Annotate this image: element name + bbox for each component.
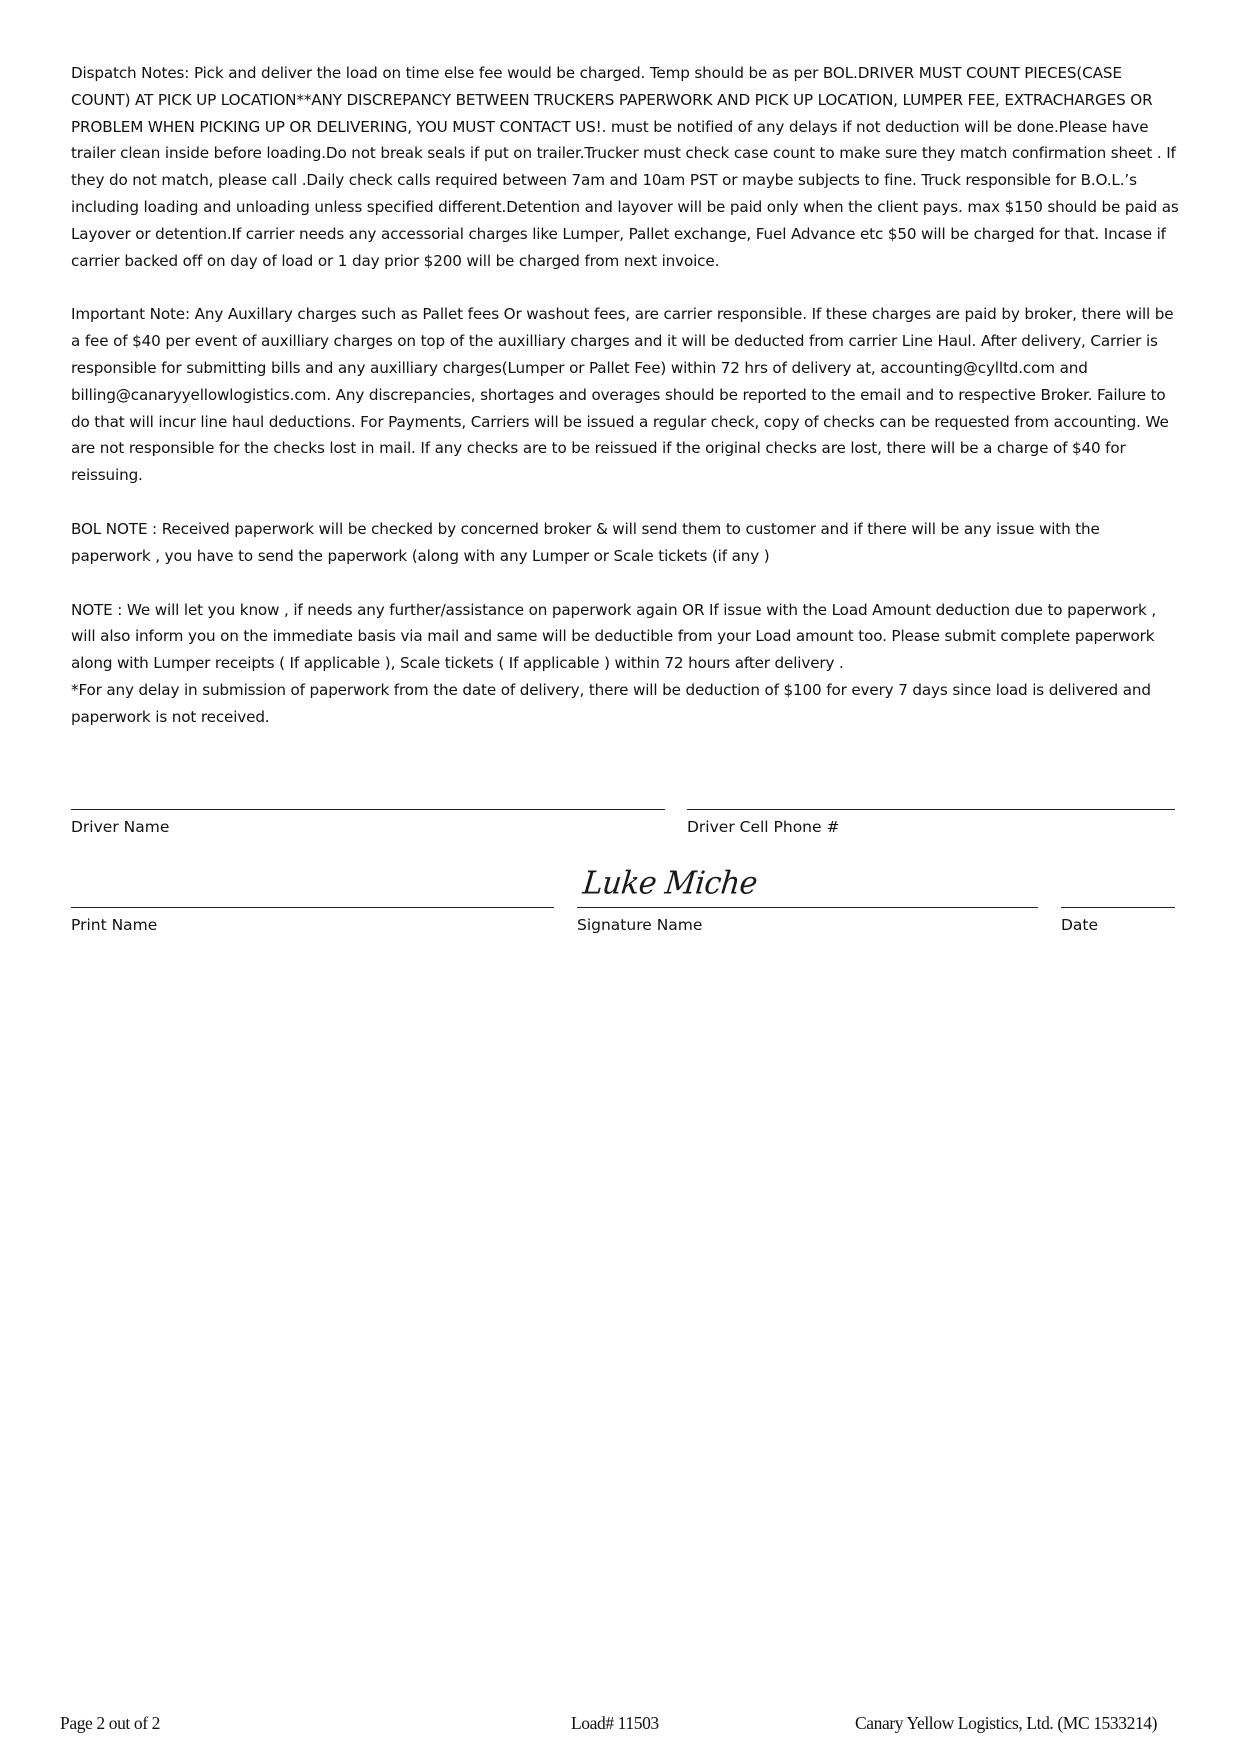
note-paragraph: NOTE : We will let you know , if needs any further/assistance on paperwork again OR If issue with the Load Amount deduction due to paperwork , will also inform you on the immediate basis via mail and same will be deductible from your Load amount too. Please submit complete paperwork along with Lumper receipts ( If applicable ), Scale tickets ( If applicable ) within 72 hours after delivery . *For any delay in submission of paperwork from the date of delivery, there will be deduction of $100 for every 7 days since load is delivered and paperwork is not received. <box>71 600 1157 726</box>
footer-load-number: Load# 11503 <box>571 1713 659 1733</box>
dispatch-notes-paragraph: Dispatch Notes: Pick and deliver the load on time else fee would be charged. Temp should be as per BOL.DRIVER MUST COUNT PIECES(CASE COUNT) AT PICK UP LOCATION**ANY DISCREPANCY BETWEEN TRUCKERS PAPERWORK AND PICK UP LOCATION, LUMPER FEE, EXTRACHARGES OR PROBLEM WHEN PICKING UP OR DELIVERING, YOU MUST CONTACT US!. must be notified of any delays if not deduction will be done.Please have trailer clean inside before loading.Do not break seals if put on trailer.Trucker must check case count to make sure they match confirmation sheet . If they do not match, please call .Daily check calls required between 7am and 10am PST or maybe subjects to fine. Truck responsible for B.O.L.’s including loading and unloading unless specified different.Detention and layover will be paid only when the client pays. max $150 should be paid as Layover or detention.If carrier needs any accessorial charges like Lumper, Pallet exchange, Fuel Advance etc $50 will be charged for that. Incase if carrier backed off on day of load or 1 day prior $200 will be charged from next invoice. <box>71 64 1179 270</box>
terms-body <box>71 60 1181 758</box>
print-name-label: Print Name <box>71 916 158 934</box>
date-label: Date <box>1061 916 1099 934</box>
footer-page-number: Page 2 out of 2 <box>60 1713 160 1733</box>
driver-cell-line <box>687 809 1175 810</box>
important-note-paragraph: Important Note: Any Auxillary charges such as Pallet fees Or washout fees, are carrier responsible. If these charges are paid by broker, there will be a fee of $40 per event of auxilliary charges on top of the auxilliary charges and it will be deducted from carrier Line Haul. After delivery, Carrier is responsible for submitting bills and any auxilliary charges(Lumper or Pallet Fee) within 72 hrs of delivery at, accounting@cylltd.com and billing@canaryyellowlogistics.com. Any discrepancies, shortages and overages should be reported to the email and to respective Broker. Failure to do that will incur line haul deductions. For Payments, Carriers will be issued a regular check, copy of checks can be requested from accounting. We are not responsible for the checks lost in mail. If any checks are to be reissued if the original checks are lost, there will be a charge of $40 for reissuing. <box>71 305 1174 485</box>
driver-signature: Luke Miche <box>581 865 759 902</box>
signature-name-label: Signature Name <box>577 916 703 934</box>
date-line <box>1061 907 1175 908</box>
driver-name-line <box>71 809 665 810</box>
driver-cell-label: Driver Cell Phone # <box>687 818 840 836</box>
print-name-line <box>71 907 554 908</box>
driver-name-label: Driver Name <box>71 818 170 836</box>
bol-note-paragraph: BOL NOTE : Received paperwork will be checked by concerned broker & will send them to customer and if there will be any issue with the paperwork , you have to send the paperwork (along with any Lumper or Scale tickets (if any ) <box>71 519 1100 565</box>
signature-name-line <box>577 907 1038 908</box>
footer-company: Canary Yellow Logistics, Ltd. (MC 1533214) <box>855 1713 1158 1733</box>
